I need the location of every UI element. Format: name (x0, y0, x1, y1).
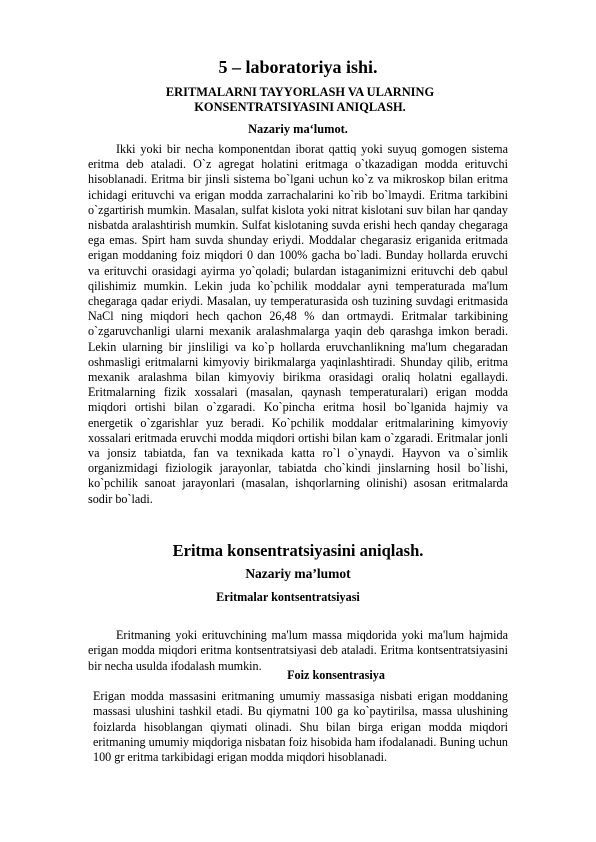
paragraph-concentration: Eritmaning yoki erituvchining ma'lum massa miqdorida yoki ma'lum hajmida erigan modda miqdori eritma kontsentratsiyasi deb ataladi. Eritma kontsentratsiyasini bir necha usulda ifodalash mumkin. (88, 628, 508, 673)
paragraph-intro: Ikki yoki bir necha komponentdan iborat qattiq yoki suyuq gomogen sistema eritma deb ataladi. O`z agregat holatini eritmaga o`tkazadigan modda erituvchi hisoblanadi. Eritma bir jinsli sistema bo`lgani uchun ko`z va mikroskop bilan eritma ichidagi erituvchi va erigan modda zarrachalarini ko`rib bo`lmaydi. Eritma tarkibini o`zgartirish mumkin. Masalan, sulfat kislota yoki nitrat kislotani suv bilan har qanday nisbatda aralashtirish mumkin. Sulfat kislotaning suvda erishi hech qanday chegaraga ega emas. Spirt ham suvda shunday eriydi. Moddalar chegarasiz eriganida eritmada erigan moddaning foiz miqdori 0 dan 100% gacha bo`ladi. Bunday hollarda eruvchi va erituvchi orasidagi ayirma yo`qoladi; bulardan istaganimizni erituvchi deb qabul qilishimiz mumkin. Lekin juda ko`pchilik moddalar ayni temperaturada ma'lum chegaraga qadar eriydi. Masalan, uy temperaturasida osh tuzining suvdagi eritmasida NaCl ning miqdori hech qachon 26,48 % dan ortmaydi. Eritmalar tarkibining o`zgaruvchanligi ularni mexanik aralashmalarga yaqin deb qarashga imkon beradi. Lekin ularning bir jinsliligi va ko`p hollarda eruvchanlikning ma'lum chegaradan oshmasligi eritmalarni kimyoviy birikmalarga yaqinlashtiradi. Shunday qilib, eritma mexanik aralashma bilan kimyoviy birikma orasidagi oraliq holatni egallaydi. Eritmalarning fizik xossalari (masalan, qaynash temperaturalari) erigan modda miqdori ortishi bilan o`zgaradi. Ko`pincha eritma hosil bo`lganida hajmiy va energetik o`zgarishlar yuz beradi. Ko`pchilik moddalar eritmalarining kimyoviy xossalari eritmada eruvchi modda miqdori ortishi bilan kam o`zgaradi. Eritmalar jonli va jonsiz tabiatda, fan va texnikada katta ro`l o`ynaydi. Hayvon va o`simlik organizmidagi fiziologik jarayonlar, tabiatda cho`kindi jinslarning hosil bo`lishi, ko`pchilik sanoat jarayonlari (masalan, ishqorlarning olinishi) asosan eritmalarda sodir bo`ladi. (88, 142, 508, 506)
foiz-heading: Foiz konsentrasiya (287, 668, 385, 682)
section-title: Eritma konsentratsiyasini aniqlash. (172, 541, 424, 560)
subheading-concentration: Eritmalar kontsentratsiyasi (216, 590, 360, 604)
lab-title: 5 – laboratoriya ishi. (218, 57, 378, 77)
main-title: ERITMALARNI TAYYORLASH VA ULARNING KONSENTRATSIYASINI ANIQLASH. (165, 85, 435, 114)
section-theory-heading: Nazariy ma’lumot (245, 566, 351, 581)
theory-heading: Nazariy ma‘lumot. (248, 122, 348, 136)
paragraph-percent: Erigan modda massasini eritmaning umumiy massasiga nisbati erigan moddaning massasi ulushini tashkil etadi. Bu qiymatni 100 ga ko`paytirilsa, massa ulushining foizlarda hisoblangan qiymati olinadi. Shu bilan birga erigan modda miqdori eritmaning umumiy miqdoriga nisbatan foiz hisobida ham ifodalanadi. Buning uchun 100 gr eritma tarkibidagi erigan modda miqdori hisoblanadi. (93, 689, 508, 765)
